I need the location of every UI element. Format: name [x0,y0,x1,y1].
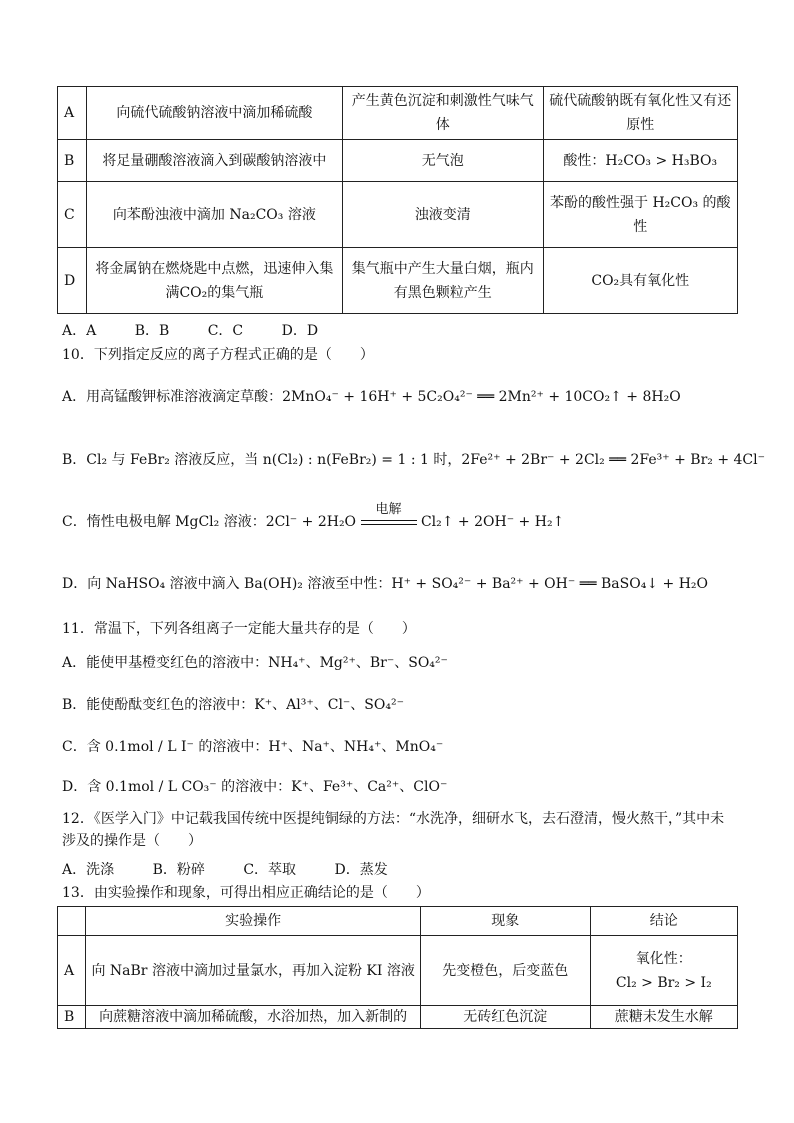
option-a: A．洗涤 [62,862,115,878]
q12-options [62,859,422,879]
conclusion-line-1: 氧化性： [635,950,692,967]
electrolysis-condition [361,502,417,529]
q12-stem: 12．《医学入门》中记载我国传统中医提纯铜绿的方法：“水洗净，细研水飞，去石澄清，慢火熬干，”其中未涉及的操作是（ ） [62,811,725,849]
row-label: A [58,87,87,140]
conclusion-cell: CO₂具有氧化性 [543,248,737,314]
q10-option-a: A．用高锰酸钾标准溶液滴定草酸：2MnO₄⁻ + 16H⁺ + 5C₂O₄²⁻ ══ 2Mn²⁺ + 10CO₂↑ + 8H₂O [62,389,681,405]
row-label: A [58,936,86,1006]
phenomenon-cell: 先变橙色，后变蓝色 [420,936,590,1006]
conclusion-cell: 苯酚的酸性强于 H₂CO₃ 的酸性 [543,182,737,248]
operation-cell: 向 NaBr 溶液中滴加过量氯水，再加入淀粉 KI 溶液 [86,936,420,1006]
q11-stem: 11．常温下，下列各组离子一定能大量共存的是（ ） [62,621,416,637]
row-label: D [58,248,87,314]
option-c: C．萃取 [243,862,297,878]
conclusion-cell: 酸性：H₂CO₃ > H₃BO₃ [543,140,737,182]
q10-option-d: D．向 NaHSO₄ 溶液中滴入 Ba(OH)₂ 溶液至中性：H⁺ + SO₄²⁻ + Ba²⁺ + OH⁻ ══ BaSO₄↓ + H₂O [62,576,708,592]
conclusion-cell [590,936,737,1006]
row-label: B [58,1006,86,1029]
operation-cell: 向蔗糖溶液中滴加稀硫酸，水浴加热，加入新制的 [86,1006,420,1029]
phenomenon-cell: 无气泡 [342,140,543,182]
table-row [58,182,738,248]
option-c: C．C [207,323,244,339]
q10-c-left: C．惰性电极电解 MgCl₂ 溶液：2Cl⁻ + 2H₂O [62,514,357,530]
operation-cell: 向苯酚浊液中滴加 Na₂CO₃ 溶液 [86,182,342,248]
option-a: A．A [62,323,97,339]
phenomenon-cell: 浊液变清 [342,182,543,248]
q11-option-c: C．含 0.1mol / L I⁻ 的溶液中：H⁺、Na⁺、NH₄⁺、MnO₄⁻ [62,739,444,755]
operation-cell: 将足量硼酸溶液滴入到碳酸钠溶液中 [86,140,342,182]
option-d: D．蒸发 [334,862,388,878]
phenomenon-cell: 无砖红色沉淀 [420,1006,590,1029]
q11-option-b: B．能使酚酞变红色的溶液中：K⁺、Al³⁺、Cl⁻、SO₄²⁻ [62,697,404,713]
operation-cell: 向硫代硫酸钠溶液中滴加稀硫酸 [86,87,342,140]
q11-option-a: A．能使甲基橙变红色的溶液中：NH₄⁺、Mg²⁺、Br⁻、SO₄²⁻ [62,655,448,671]
conclusion-line-2: Cl₂ > Br₂ > I₂ [615,974,712,991]
experiment-table-1 [57,86,738,314]
q9-options [62,320,352,340]
table-row [58,936,738,1006]
header-operation: 实验操作 [86,907,420,936]
equal-bar-top [361,520,417,521]
experiment-table-2 [57,906,738,1029]
table-header-row [58,907,738,936]
header-conclusion: 结论 [590,907,737,936]
q10-option-b: B．Cl₂ 与 FeBr₂ 溶液反应，当 n(Cl₂) : n(FeBr₂) = 1 : 1 时，2Fe²⁺ + 2Br⁻ + 2Cl₂ ══ 2Fe³⁺ + Br₂ + 4Cl⁻ [62,452,765,468]
option-d: D．D [281,323,319,339]
header-blank [58,907,86,936]
table-row [58,87,738,140]
table-row [58,140,738,182]
row-label: C [58,182,87,248]
phenomenon-cell: 集气瓶中产生大量白烟，瓶内有黑色颗粒产生 [342,248,543,314]
table-row [58,1006,738,1029]
option-b: B．粉碎 [152,862,205,878]
row-label: B [58,140,87,182]
q13-stem: 13．由实验操作和现象，可得出相应正确结论的是（ ） [62,885,430,901]
equal-bar-bottom [361,524,417,525]
q10-stem: 10．下列指定反应的离子方程式正确的是（ ） [62,347,374,363]
q11-option-d: D．含 0.1mol / L CO₃⁻ 的溶液中：K⁺、Fe³⁺、Ca²⁺、ClO⁻ [62,779,448,795]
q10-c-right: Cl₂↑ + 2OH⁻ + H₂↑ [420,514,565,530]
conclusion-cell: 蔗糖未发生水解 [590,1006,737,1029]
conclusion-cell: 硫代硫酸钠既有氧化性又有还原性 [543,87,737,140]
option-b: B．B [134,323,170,339]
table-row [58,248,738,314]
phenomenon-cell: 产生黄色沉淀和刺激性气味气体 [342,87,543,140]
q10-option-c [62,502,565,531]
operation-cell: 将金属钠在燃烧匙中点燃，迅速伸入集满CO₂的集气瓶 [86,248,342,314]
condition-text: 电解 [375,502,402,517]
header-phenomenon: 现象 [420,907,590,936]
